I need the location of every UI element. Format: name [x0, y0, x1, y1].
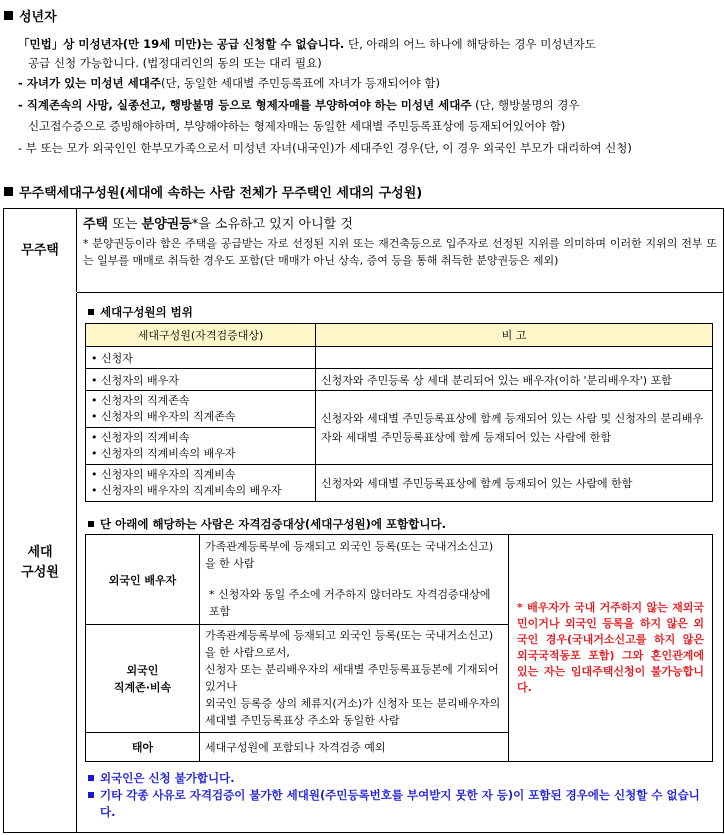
adult-item-3: - 부 또는 모가 외국인인 한부모가족으로서 미성년 자녀(내국인)가 세대주인 경우(단, 이 경우 외국인 부모가 대리하여 신청) [18, 141, 632, 155]
range-note-merged: 신청자와 세대별 주민등록표상에 함께 등재되어 있는 사람 및 신청자의 분리배우자와 세대별 주민등록표상에 함께 등재되어 있는 사람에 한함 [316, 391, 713, 465]
adult-intro-line2: 공급 신청 가능합니다. (법정대리인의 동의 또는 대리 필요) [28, 56, 322, 70]
blue-note-2: 기타 각종 사유로 자격검증이 불가한 세대원(주민등록번호를 부여받지 못한 자 등)이 포함된 경우에는 신청할 수 없습니다. [88, 787, 715, 821]
fetus-label: 태아 [86, 733, 200, 762]
section-title-homeless: 무주택세대구성원(세대에 속하는 사람 전체가 무주택인 세대의 구성원) [4, 182, 422, 201]
foreign-lineal-label: 외국인 직계존·비속 [86, 625, 200, 733]
square-bullet-icon [88, 309, 94, 315]
square-bullet-icon [4, 11, 13, 20]
range-row-ascendants: • 신청자의 직계존속 • 신청자의 배우자의 직계존속 [86, 391, 316, 428]
section-title-adult: 성년자 [4, 6, 57, 25]
foreign-lineal-cell: 가족관계등록부에 등재되고 외국인 등록(또는 국내거소신고)을 한 사람으로서, 신청자 또는 분리배우자의 세대별 주민등록표등본에 기재되어 있거나 외국인 등록증 상의 체류지(거소)가 신청자 또는 분리배우자의 세대별 주민등록표상 주소와 동일한 사람 [200, 625, 509, 733]
range-title: 세대구성원의 범위 [88, 304, 193, 320]
square-bullet-icon [88, 792, 94, 798]
square-bullet-icon [88, 775, 94, 781]
square-bullet-icon [4, 187, 13, 196]
include-table [85, 534, 713, 762]
range-header-members: 세대구성원(자격검증대상) [86, 324, 316, 347]
range-row-applicant: • 신청자 [86, 347, 316, 369]
blue-notes [88, 770, 715, 821]
adult-intro: 「민법」상 미성년자(만 19세 미만)는 공급 신청할 수 없습니다. 단, 아래의 어느 하나에 해당하는 경우 미성년자도 [18, 37, 596, 51]
adult-item-2-line2: 신고접수증으로 증빙해야하며, 부양해야하는 형제자매는 동일한 세대별 주민등록표상에 등재되어있어야 함) [28, 119, 566, 133]
range-header-note: 비 고 [316, 324, 713, 347]
homeless-row-content [77, 209, 723, 293]
range-row-spouse: • 신청자의 배우자 [86, 369, 316, 391]
presale-note: * 분양권등이라 함은 주택을 공급받는 자로 선정된 지위 또는 재건축등으로 입주자로 선정된 지위를 의미하며 이러한 지위의 전부 또는 일부를 매매로 취득한 경우도 포함(단 매매가 아닌 상속, 증여 등을 통해 취득한 분양권등은 제외) [83, 237, 717, 267]
fetus-cell: 세대구성원에 포함되나 자격검증 예외 [200, 733, 509, 762]
range-row-descendants: • 신청자의 직계비속 • 신청자의 직계비속의 배우자 [86, 428, 316, 465]
include-title: 단 아래에 해당하는 사람은 자격검증대상(세대구성원)에 포함합니다. [88, 516, 446, 532]
adult-item-1: - 자녀가 있는 미성년 세대주(단, 동일한 세대별 주민등록표에 자녀가 등재되어야 함) [18, 76, 440, 90]
range-note-spouse-descendants: 신청자와 세대별 주민등록표상에 함께 등재되어 있는 사람에 한함 [316, 465, 713, 502]
adult-item-2: - 직계존속의 사망, 실종선고, 행방불명 등으로 형제자매를 부양하여야 하는 미성년 세대주 (단, 행방불명의 경우 [18, 98, 580, 112]
range-row-spouse-descendants: • 신청자의 배우자의 직계비속 • 신청자의 배우자의 직계비속의 배우자 [86, 465, 316, 502]
foreign-spouse-cell: 가족관계등록부에 등재되고 외국인 등록(또는 국내거소신고)을 한 사람 * 신청자와 동일 주소에 거주하지 않더라도 자격검증대상에 포함 [200, 535, 509, 625]
row-label-homeless: 무주택 [4, 209, 77, 292]
homeless-requirement: 주택 또는 분양권등*을 소유하고 있지 아니할 것 [83, 217, 353, 232]
range-note-empty [316, 347, 713, 369]
range-note-spouse: 신청자와 주민등록 상 세대 분리되어 있는 배우자(이하 '분리배우자') 포함 [316, 369, 713, 391]
homeless-table [3, 208, 724, 833]
square-bullet-icon [88, 521, 94, 527]
foreign-spouse-label: 외국인 배우자 [86, 535, 200, 625]
row-label-household: 세대 구성원 [4, 293, 77, 832]
red-warning-cell: * 배우자가 국내 거주하지 않는 재외국민이거나 외국인 등록을 하지 않은 외국인 경우(국내거소신고를 하지 않은 외국국적동포 포함) 그와 혼인관계에 있는 자는 임대주택신청이 불가능합니다. [509, 535, 713, 762]
member-range-table [85, 323, 713, 502]
blue-note-1: 외국인은 신청 불가합니다. [88, 770, 715, 787]
